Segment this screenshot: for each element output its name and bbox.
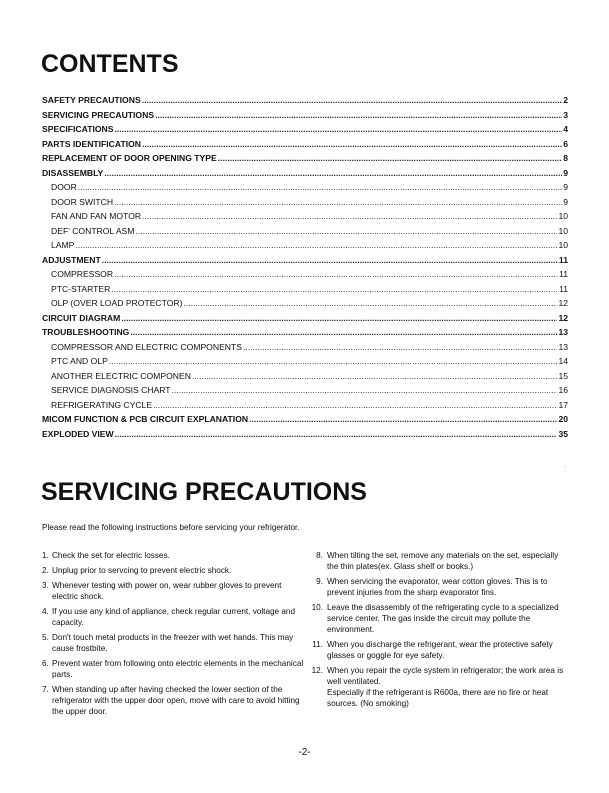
toc-entry-page: 10 [558, 240, 568, 250]
toc-leader-dots [109, 354, 558, 369]
precaution-text: When you discharge the refrigerant, wear the protective safety glasses or goggle for eye safety. [327, 640, 553, 660]
toc-entry-label: PTC AND OLP [51, 356, 108, 366]
precaution-text: When tilting the set, remove any materials on the set, especially the thin plates(ex. Glass shelf or books.) [327, 551, 559, 571]
toc-entry-page: 11 [559, 269, 568, 279]
toc-entry-label: SAFETY PRECAUTIONS [42, 95, 141, 105]
toc-entry-label: SERVICE DIAGNOSIS CHART [51, 385, 171, 395]
precaution-text: If you use any kind of appliance, check regular current, voltage and capacity. [52, 607, 296, 627]
toc-entry [42, 267, 568, 282]
toc-entry-page: 15 [558, 370, 568, 381]
toc-leader-dots [114, 195, 562, 210]
precaution-text: Whenever testing with power on, wear rubber gloves to prevent electric shock. [52, 581, 282, 601]
precaution-number: 8. [316, 551, 323, 560]
toc-leader-dots [121, 311, 557, 326]
toc-entry-page: 9 [563, 196, 568, 207]
toc-entry-page: 13 [558, 341, 568, 352]
scan-speck [565, 466, 566, 467]
precautions-left-column [42, 550, 304, 721]
toc-entry-page: 17 [558, 399, 568, 410]
precaution-number: 9. [316, 577, 323, 586]
toc-entry [42, 325, 568, 340]
toc-entry-label: FAN AND FAN MOTOR [51, 211, 142, 221]
precaution-number: 10. [311, 603, 323, 612]
precaution-text: When you repair the cycle system in refrigerator; the work area is well ventilated. Especially if the refrigerant is R600a, there are no fire or heat sources. (No smoking) [327, 666, 564, 708]
precaution-item [42, 580, 304, 602]
toc-entry [42, 108, 568, 123]
precaution-number: 1. [42, 551, 49, 560]
toc-entry-label: DOOR [51, 182, 77, 192]
toc-leader-dots [142, 137, 562, 152]
toc-leader-dots [153, 398, 557, 413]
toc-leader-dots [102, 253, 558, 268]
toc-entry [42, 427, 568, 442]
precaution-number: 12. [311, 666, 323, 675]
precaution-item [42, 565, 304, 576]
toc-entry [42, 93, 568, 108]
toc-entry [42, 180, 568, 195]
toc-entry-label: EXPLODED VIEW [42, 428, 114, 439]
toc-entry-page: 10 [558, 211, 568, 221]
toc-leader-dots [115, 427, 558, 442]
toc-leader-dots [172, 383, 558, 398]
toc-entry [42, 311, 568, 326]
toc-entry-page: 11 [559, 283, 568, 294]
toc-entry-label: SPECIFICATIONS [42, 124, 114, 134]
precaution-text: Don't touch metal products in the freezer with wet hands. This may cause frostbite. [52, 633, 294, 653]
table-of-contents [42, 93, 568, 441]
toc-entry-label: DISASSEMBLY [42, 167, 104, 178]
toc-entry-page: 10 [558, 225, 568, 236]
contents-title: CONTENTS [41, 50, 179, 78]
toc-leader-dots [104, 166, 562, 181]
toc-entry-page: 6 [563, 138, 568, 149]
toc-leader-dots [130, 325, 557, 340]
toc-entry-label: DEF' CONTROL ASM [51, 225, 135, 236]
toc-entry [42, 224, 568, 239]
toc-entry-page: 35 [558, 428, 568, 439]
toc-leader-dots [249, 412, 557, 427]
toc-leader-dots [142, 209, 557, 224]
precaution-item [42, 632, 304, 654]
toc-entry-label: REFRIGERATING CYCLE [51, 399, 153, 410]
toc-entry-label: REPLACEMENT OF DOOR OPENING TYPE [42, 153, 217, 163]
toc-entry [42, 340, 568, 355]
toc-entry-label: SERVICING PRECAUTIONS [42, 109, 155, 120]
toc-entry-label: COMPRESSOR [51, 269, 114, 279]
toc-entry [42, 238, 568, 253]
precaution-item [42, 684, 304, 717]
toc-entry [42, 296, 568, 311]
toc-entry-label: LAMP [51, 240, 75, 250]
toc-entry [42, 166, 568, 181]
toc-leader-dots [114, 122, 562, 137]
precaution-item [309, 665, 565, 709]
precaution-number: 2. [42, 566, 49, 575]
toc-entry-label: TROUBLESHOOTING [42, 327, 130, 337]
precaution-item [309, 550, 565, 572]
toc-entry-page: 14 [558, 356, 568, 366]
toc-entry-page: 20 [558, 414, 568, 424]
precaution-number: 4. [42, 607, 49, 616]
toc-entry-label: MICOM FUNCTION & PCB CIRCUIT EXPLANATION [42, 414, 249, 424]
toc-entry-label: PARTS IDENTIFICATION [42, 138, 141, 149]
toc-entry-page: 16 [558, 385, 568, 395]
toc-entry-page: 11 [558, 254, 568, 265]
toc-entry [42, 253, 568, 268]
page-number: -2- [298, 747, 311, 758]
precaution-number: 5. [42, 633, 49, 642]
toc-entry [42, 122, 568, 137]
precaution-item [309, 602, 565, 635]
toc-entry-page: 8 [563, 153, 568, 163]
toc-entry-page: 9 [563, 182, 568, 192]
toc-entry [42, 398, 568, 413]
precaution-text: Prevent water from following onto electric elements in the mechanical parts. [52, 659, 304, 679]
toc-entry-label: PTC-STARTER [51, 283, 111, 294]
precaution-text: Unplug prior to servcing to prevent electric shock. [52, 566, 232, 575]
toc-entry-label: CIRCUIT DIAGRAM [42, 312, 121, 323]
toc-entry-label: COMPRESSOR AND ELECTRIC COMPONENTS [51, 341, 242, 352]
precaution-item [42, 658, 304, 680]
servicing-precautions-title: SERVICING PRECAUTIONS [41, 478, 367, 506]
precaution-number: 11. [312, 640, 323, 649]
toc-entry-page: 9 [563, 167, 568, 178]
toc-leader-dots [243, 340, 557, 355]
precaution-text: When servicing the evaporator, wear cotton gloves. This is to prevent injuries from the sharp evaporator fins. [327, 577, 548, 597]
toc-entry [42, 282, 568, 297]
toc-entry [42, 137, 568, 152]
precaution-item [309, 576, 565, 598]
toc-entry-page: 4 [563, 124, 568, 134]
toc-leader-dots [78, 180, 562, 195]
toc-entry-page: 12 [558, 298, 568, 308]
precaution-number: 7. [42, 685, 49, 694]
toc-entry-page: 12 [558, 312, 568, 323]
precaution-number: 3. [42, 581, 49, 590]
precaution-item [309, 639, 565, 661]
toc-entry [42, 151, 568, 166]
toc-entry-label: OLP (OVER LOAD PROTECTOR) [51, 298, 183, 308]
toc-entry [42, 412, 568, 427]
toc-leader-dots [192, 369, 558, 384]
toc-entry [42, 354, 568, 369]
precautions-right-column [309, 550, 565, 713]
toc-leader-dots [183, 296, 557, 311]
toc-entry-label: ADJUSTMENT [42, 254, 101, 265]
toc-leader-dots [155, 108, 562, 123]
precaution-text: When standing up after having checked the lower section of the refrigerator with the upper door open, move with care to avoid hitting the upper door. [52, 685, 300, 716]
toc-leader-dots [114, 267, 558, 282]
precaution-item [42, 606, 304, 628]
toc-entry-page: 3 [563, 109, 568, 120]
toc-entry-label: DOOR SWITCH [51, 196, 114, 207]
precaution-number: 6. [42, 659, 49, 668]
toc-entry [42, 369, 568, 384]
toc-leader-dots [142, 93, 563, 108]
toc-leader-dots [111, 282, 558, 297]
toc-leader-dots [218, 151, 562, 166]
toc-entry [42, 383, 568, 398]
toc-entry-page: 2 [563, 95, 568, 105]
precaution-item [42, 550, 304, 561]
toc-entry-page: 13 [558, 327, 568, 337]
toc-leader-dots [75, 238, 557, 253]
toc-leader-dots [135, 224, 557, 239]
precaution-text: Check the set for electric losses. [52, 551, 170, 560]
precaution-text: Leave the disassembly of the refrigerating cycle to a specialized service center. The gas inside the circuit may pollute the environment. [327, 603, 559, 634]
toc-entry-label: ANOTHER ELECTRIC COMPONEN [51, 370, 191, 381]
toc-entry [42, 209, 568, 224]
servicing-intro: Please read the following instructions before servicing your refrigerator. [42, 523, 300, 532]
toc-entry [42, 195, 568, 210]
